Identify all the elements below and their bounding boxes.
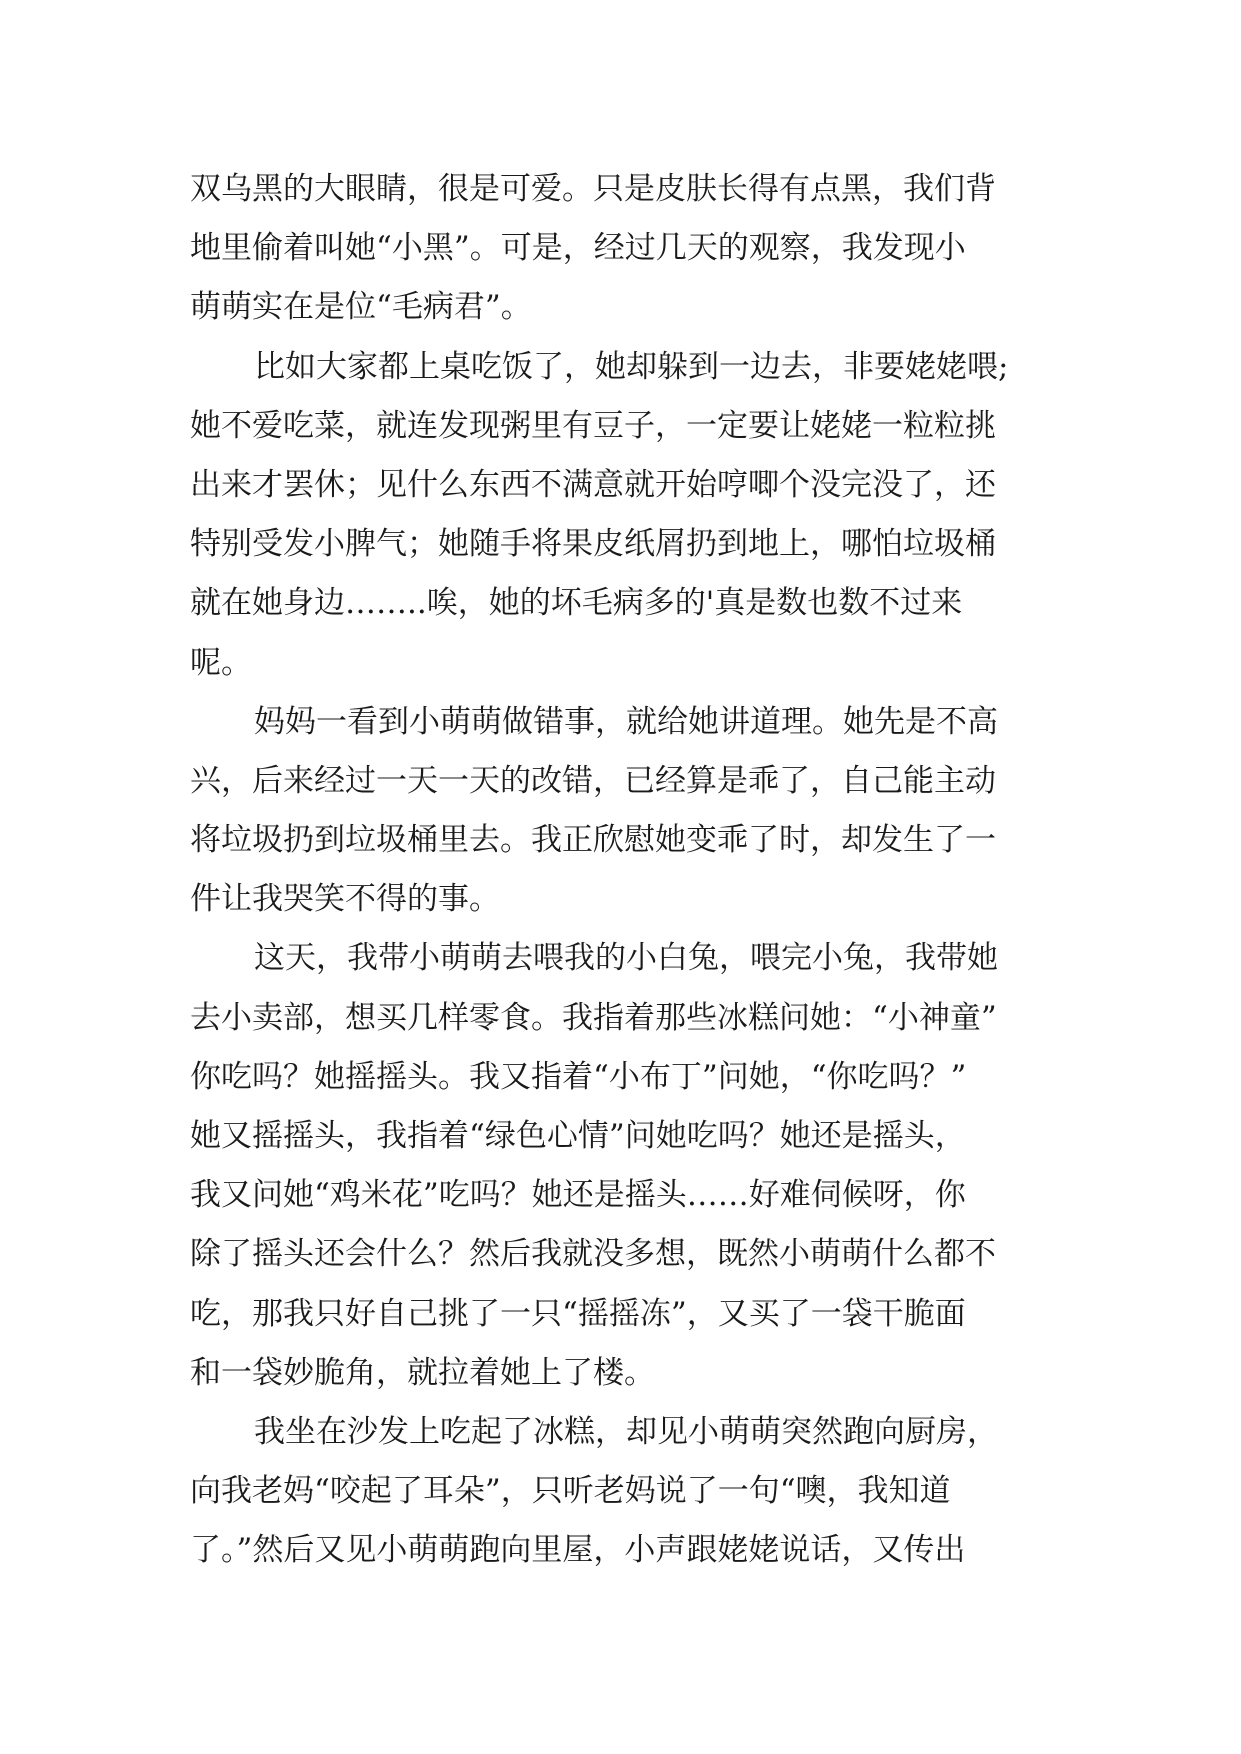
paragraph-first-line: 妈妈一看到小萌萌做错事，就给她讲道理。她先是不高 [254, 703, 998, 740]
paragraph-first-line: 这天，我带小萌萌去喂我的小白兔，喂完小兔，我带她 [254, 940, 998, 977]
text-line: 萌萌实在是位“毛病君”。 [190, 289, 532, 326]
text-line: 呢。 [190, 644, 252, 681]
text-line: 出来才罢休；见什么东西不满意就开始哼唧个没完没了，还 [190, 466, 996, 503]
text-line: 了。”然后又见小萌萌跑向里屋，小声跟姥姥说话，又传出 [190, 1532, 966, 1569]
text-line: 地里偷着叫她“小黑”。可是，经过几天的观察，我发现小 [190, 230, 966, 267]
text-line: 和一袋妙脆角，就拉着她上了楼。 [190, 1354, 655, 1391]
text-line: 我又问她“鸡米花”吃吗？她还是摇头……好难伺候呀，你 [190, 1177, 966, 1214]
text-line: 吃，那我只好自己挑了一只“摇摇冻”，又买了一袋干脆面 [190, 1295, 966, 1332]
text-line: 向我老妈“咬起了耳朵”，只听老妈说了一句“噢，我知道 [190, 1473, 951, 1510]
text-line: 你吃吗？她摇摇头。我又指着“小布丁”问她，“你吃吗？” [190, 1058, 967, 1095]
text-line: 她不爱吃菜，就连发现粥里有豆子，一定要让姥姥一粒粒挑 [190, 407, 996, 444]
text-line: 双乌黑的大眼睛，很是可爱。只是皮肤长得有点黑，我们背 [190, 171, 996, 207]
paragraph-first-line: 我坐在沙发上吃起了冰糕，却见小萌萌突然跑向厨房， [254, 1413, 998, 1450]
text-line: 除了摇头还会什么？然后我就没多想，既然小萌萌什么都不 [190, 1236, 996, 1273]
text-line: 件让我哭笑不得的事。 [190, 881, 500, 918]
text-line: 兴，后来经过一天一天的改错，已经算是乖了，自己能主动 [190, 762, 996, 799]
text-line: 就在她身边……..唉，她的坏毛病多的'真是数也数不过来 [190, 585, 963, 622]
text-line: 她又摇摇头，我指着“绿色心情”问她吃吗？她还是摇头， [190, 1118, 966, 1154]
text-line: 特别受发小脾气；她随手将果皮纸屑扔到地上，哪怕垃圾桶 [190, 526, 996, 563]
paragraph-first-line: 比如大家都上桌吃饭了，她却躲到一边去，非要姥姥喂; [254, 348, 1009, 385]
document-body [190, 160, 1070, 1581]
text-line: 去小卖部，想买几样零食。我指着那些冰糕问她：“小神童” [190, 999, 997, 1036]
text-line: 将垃圾扔到垃圾桶里去。我正欣慰她变乖了时，却发生了一 [190, 822, 996, 859]
